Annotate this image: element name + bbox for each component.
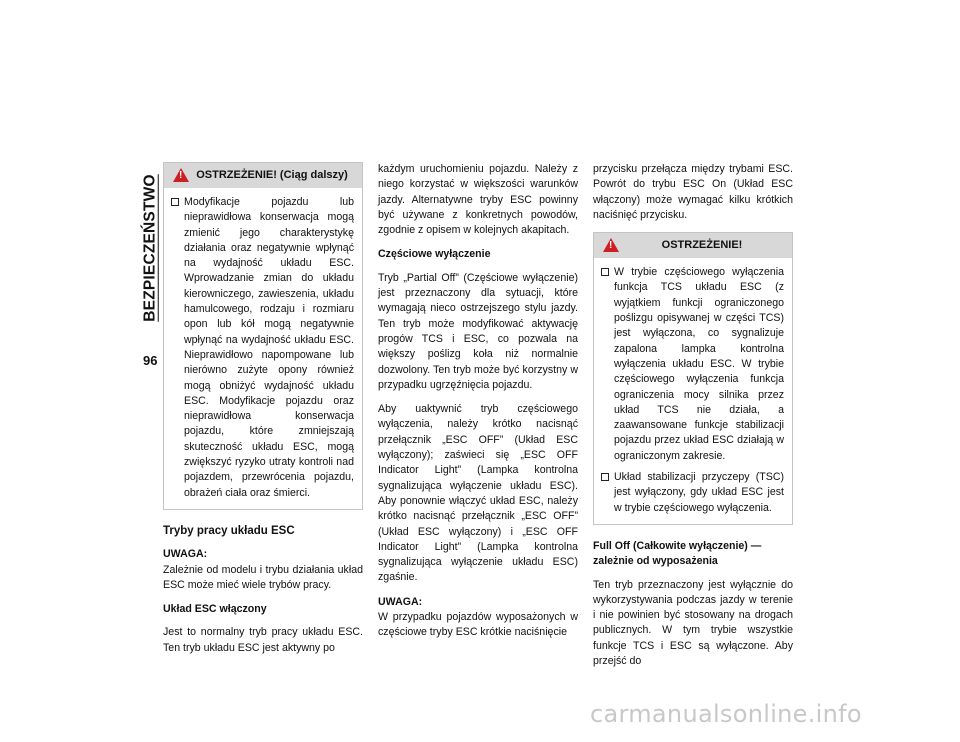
warning-title: OSTRZEŻENIE! xyxy=(661,239,743,252)
column-3 xyxy=(593,162,793,678)
section-tab xyxy=(140,170,162,325)
section-heading: Tryby pracy układu ESC xyxy=(163,524,295,537)
sub-heading: Full Off (Całkowite wyłączenie) — zależnie od wyposażenia xyxy=(593,539,762,568)
warning-header xyxy=(164,163,362,188)
note-label: UWAGA: xyxy=(163,548,208,561)
watermark: carmanualsonline.info xyxy=(590,700,862,728)
warning-box xyxy=(593,232,793,525)
note-text: W przypadku pojazdów wyposażonych w częściowe tryby ESC krótkie naciśnięcie xyxy=(378,611,578,639)
warning-header xyxy=(594,233,792,258)
page-number: 96 xyxy=(143,353,158,368)
warning-triangle-icon xyxy=(173,168,189,182)
section-title: BEZPIECZEŃSTWO xyxy=(142,173,160,322)
column-2 xyxy=(378,162,578,650)
paragraph: przycisku przełącza między trybami ESC. Powrót do trybu ESC On (Układ ESC włączony) może wymagać kilku krótkich naciśnięć przycisku. xyxy=(593,163,793,221)
warning-item xyxy=(601,265,784,464)
sub-heading: Układ ESC włączony xyxy=(163,603,267,616)
warning-item-text: Układ stabilizacji przyczepy (TSC) jest wyłączony, gdy układ ESC jest w trybie częściowego wyłączenia. xyxy=(614,471,784,514)
warning-box-continued xyxy=(163,162,363,510)
warning-item xyxy=(171,195,354,501)
note xyxy=(378,595,578,641)
warning-item-text: W trybie częściowego wyłączenia funkcja TCS układu ESC (z wyjątkiem funkcji ograniczonego poślizgu opisywanej w części TCS) jest wyłączona, co sygnalizuje zapalona lampka kontrolna wyłączenia układu ESC. W trybie częściowego wyłączenia funkcja ograniczenia mocy silnika przez układ TCS nie działa, a zaawansowane funkcje stabilizacji pojazdu przez układ ESC działają w ograniczonym zakresie. xyxy=(614,266,784,462)
paragraph: każdym uruchomieniu pojazdu. Należy z niego korzystać w większości warunków jazdy. Alternatywne tryby ESC powinny być używane z konkretnych powodów, zgodnie z opisem w kolejnych akapitach. xyxy=(378,163,578,237)
paragraph: Jest to normalny tryb pracy układu ESC. Ten tryb układu ESC jest aktywny po xyxy=(163,626,363,654)
warning-body xyxy=(594,258,792,524)
square-bullet-icon xyxy=(601,268,609,276)
paragraph: Ten tryb przeznaczony jest wyłącznie do wykorzystywania podczas jazdy w terenie i nie powinien być stosowany na drogach publicznych. W tym trybie wszystkie funkcje TCS i ESC są wyłączone. Aby przejść do xyxy=(593,578,793,668)
warning-title: OSTRZEŻENIE! (Ciąg dalszy) xyxy=(196,168,348,181)
warning-body xyxy=(164,188,362,509)
note-label: UWAGA: xyxy=(378,595,423,608)
square-bullet-icon xyxy=(601,473,609,481)
sub-heading: Częściowe wyłączenie xyxy=(378,248,491,261)
paragraph: Tryb „Partial Off” (Częściowe wyłączenie) jest przeznaczony dla sytuacji, które wymagają nieco ostrzejszego stylu jazdy. Ten tryb może modyfikować aktywację progów TCS i ESC, co pozwala na większy poślizg koła niż normalnie dozwolony. Ten tryb może być korzystny w przypadku ugrzęźnięcia pojazdu. xyxy=(378,271,578,391)
warning-triangle-icon xyxy=(603,238,619,252)
column-1 xyxy=(163,162,363,665)
note xyxy=(163,547,363,593)
warning-item xyxy=(601,470,784,516)
warning-item-text: Modyfikacje pojazdu lub nieprawidłowa konserwacja mogą zmienić jego charakterystykę działania oraz negatywnie wpłynąć na wydajność układu ESC. Wprowadzanie zmian do układu kierowniczego, zawieszenia, układu hamulcowego, rodzaju i rozmiaru opon lub kół mogą negatywnie wpłynąć na wydajność układu ESC. Nieprawidłowo napompowane lub nierówno zużyte opony również mogą obniżyć wydajność układu ESC. Modyfikacje pojazdu oraz nieprawidłowa konserwacja pojazdu, które zmniejszają skuteczność układu ESC, mogą zwiększyć ryzyko utraty kontroli nad pojazdem, przewrócenia pojazdu, obrażeń ciała oraz śmierci. xyxy=(184,196,354,499)
paragraph: Aby uaktywnić tryb częściowego wyłączenia, należy krótko nacisnąć przełącznik „ESC OFF” (Układ ESC wyłączony); zaświeci się „ESC OFF Indicator Light” (Lampka kontrolna sygnalizująca wyłączenie układu ESC). Aby ponownie włączyć układ ESC, należy krótko nacisnąć przełącznik „ESC OFF” (Układ ESC wyłączony) i „ESC OFF Indicator Light” (Lampka kontrolna sygnalizująca wyłączenie układu ESC) zgaśnie. xyxy=(378,403,578,584)
note-text: Zależnie od modelu i trybu działania układ ESC może mieć wiele trybów pracy. xyxy=(163,563,363,591)
square-bullet-icon xyxy=(171,198,179,206)
